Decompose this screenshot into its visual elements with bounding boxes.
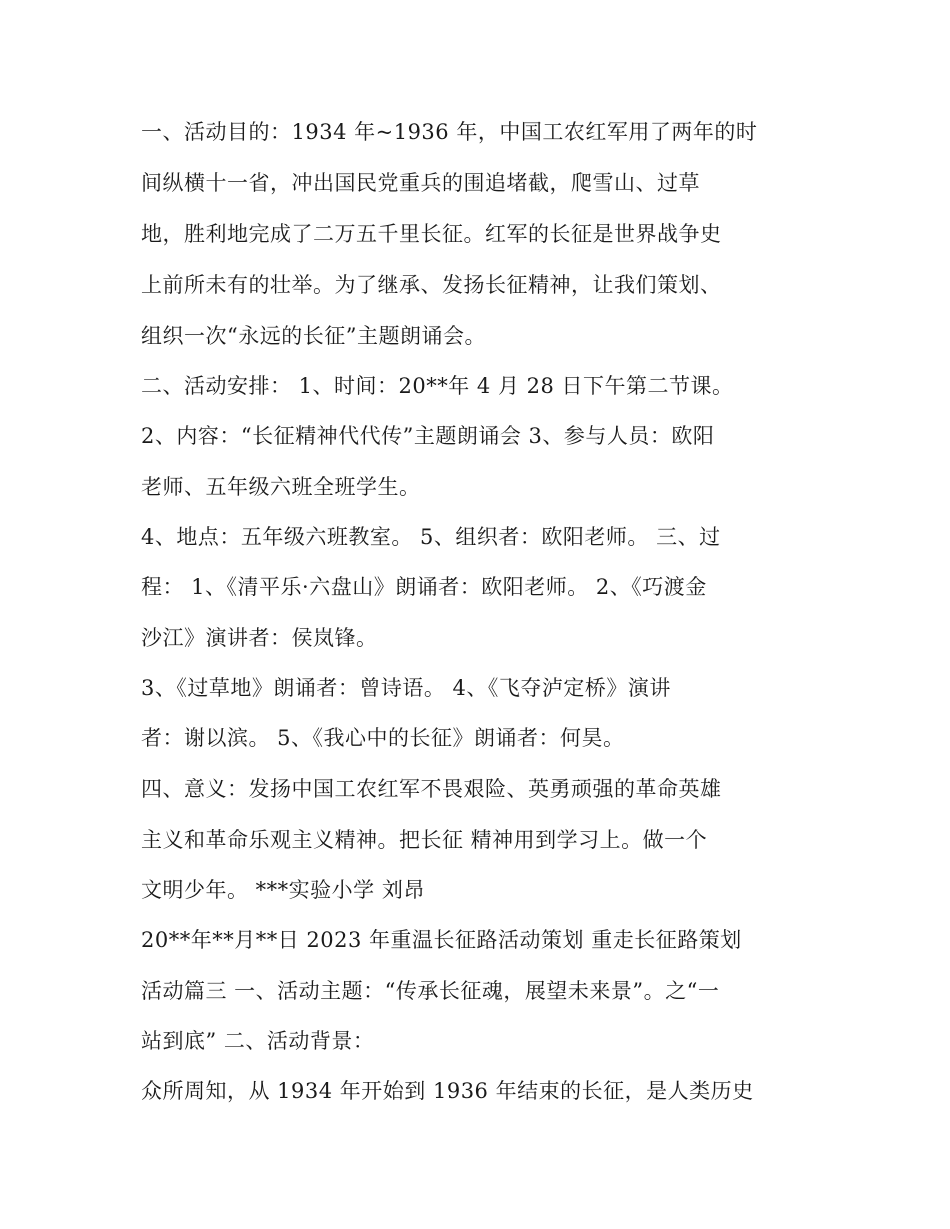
text-line: 地，胜利地完成了二万五千里长征。红军的长征是世界战争史: [141, 222, 722, 246]
text-line: 四、意义：发扬中国工农红军不畏艰险、英勇顽强的革命英雄: [141, 777, 722, 801]
text-line: 众所周知，从 1934 年开始到 1936 年结束的长征，是人类历史: [141, 1079, 754, 1103]
text-line: 站到底” 二、活动背景：: [141, 1029, 375, 1053]
text-line: 组织一次“永远的长征”主题朗诵会。: [141, 324, 486, 348]
document-body: [141, 107, 821, 1117]
text-line: 主义和革命乐观主义精神。把长征 精神用到学习上。做一个: [141, 828, 708, 852]
text-line: 者：谢以滨。 5、《我心中的长征》朗诵者：何昊。: [141, 726, 625, 750]
text-line: 程： 1、《清平乐·六盘山》朗诵者：欧阳老师。 2、《巧渡金: [141, 575, 707, 599]
text-line: 沙江》演讲者：侯岚锋。: [141, 626, 378, 650]
text-line: 20**年**月**日 2023 年重温长征路活动策划 重走长征路策划: [141, 928, 742, 952]
text-line: 3、《过草地》朗诵者：曾诗语。 4、《飞夺泸定桥》演讲: [141, 676, 671, 700]
text-line: 活动篇三 一、活动主题：“传承长征魂，展望未来景”。之“一: [141, 979, 720, 1003]
text-line: 2、内容：“长征精神代代传”主题朗诵会 3、参与人员：欧阳: [141, 424, 715, 448]
text-line: 二、活动安排： 1、时间：20**年 4 月 28 日下午第二节课。: [141, 374, 734, 398]
text-line: 上前所未有的壮举。为了继承、发扬长征精神，让我们策划、: [141, 273, 722, 297]
text-line: 间纵横十一省，冲出国民党重兵的围追堵截，爬雪山、过草: [141, 171, 700, 195]
text-line: 老师、五年级六班全班学生。: [141, 475, 421, 499]
text-line: 文明少年。 ***实验小学 刘昂: [141, 878, 425, 902]
text-line: 4、地点：五年级六班教室。 5、组织者：欧阳老师。 三、过: [141, 525, 721, 549]
text-line: 一、活动目的：1934 年~1936 年，中国工农红军用了两年的时: [141, 120, 758, 144]
